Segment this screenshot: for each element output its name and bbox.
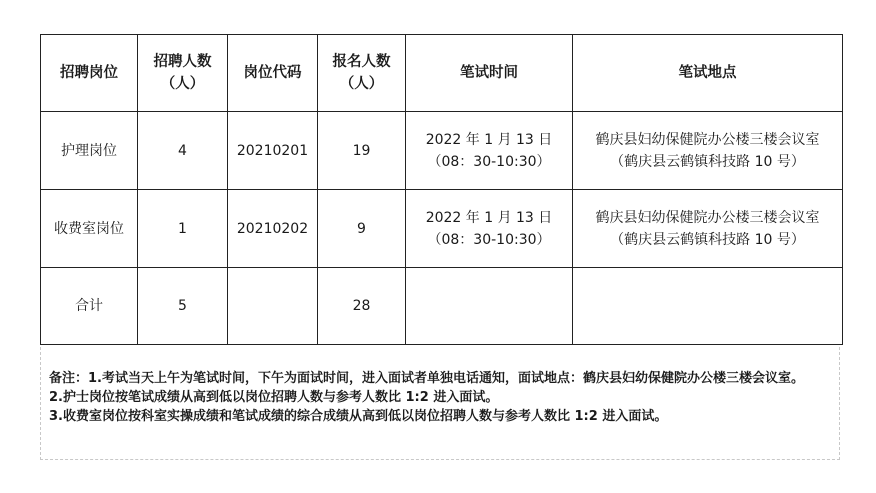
total-row	[41, 268, 843, 345]
table-header-row	[41, 35, 843, 112]
table-row	[41, 112, 843, 190]
note-3: 3.收费室岗位按科室实操成绩和笔试成绩的综合成绩从高到低以岗位招聘人数与参考人数比 1:2 进入面试。	[49, 409, 668, 424]
total-label: 合计	[41, 268, 138, 345]
header-position: 招聘岗位	[41, 35, 138, 112]
header-recruit-count: 招聘人数 （人）	[138, 35, 228, 112]
total-code-empty	[228, 268, 318, 345]
total-recruit-count: 5	[138, 268, 228, 345]
header-code: 岗位代码	[228, 35, 318, 112]
cell-position: 收费室岗位	[41, 190, 138, 268]
note-1: 备注：1.考试当天上午为笔试时间，下午为面试时间，进入面试者单独电话通知，面试地点：鹤庆县妇幼保健院办公楼三楼会议室。	[49, 371, 804, 386]
total-exam-time-empty	[406, 268, 573, 345]
header-applicants: 报名人数 （人）	[318, 35, 406, 112]
notes-section	[40, 347, 840, 460]
cell-applicants: 9	[318, 190, 406, 268]
note-2: 2.护士岗位按笔试成绩从高到低以岗位招聘人数与参考人数比 1:2 进入面试。	[49, 390, 499, 405]
cell-recruit-count: 1	[138, 190, 228, 268]
cell-recruit-count: 4	[138, 112, 228, 190]
cell-applicants: 19	[318, 112, 406, 190]
header-exam-location: 笔试地点	[573, 35, 843, 112]
recruitment-table	[40, 34, 843, 345]
table-row	[41, 190, 843, 268]
cell-code: 20210201	[228, 112, 318, 190]
cell-exam-location: 鹤庆县妇幼保健院办公楼三楼会议室 （鹤庆县云鹤镇科技路 10 号）	[573, 190, 843, 268]
cell-exam-time: 2022 年 1 月 13 日 （08：30-10:30）	[406, 112, 573, 190]
total-applicants: 28	[318, 268, 406, 345]
cell-exam-time: 2022 年 1 月 13 日 （08：30-10:30）	[406, 190, 573, 268]
cell-code: 20210202	[228, 190, 318, 268]
header-exam-time: 笔试时间	[406, 35, 573, 112]
cell-exam-location: 鹤庆县妇幼保健院办公楼三楼会议室 （鹤庆县云鹤镇科技路 10 号）	[573, 112, 843, 190]
total-exam-location-empty	[573, 268, 843, 345]
cell-position: 护理岗位	[41, 112, 138, 190]
